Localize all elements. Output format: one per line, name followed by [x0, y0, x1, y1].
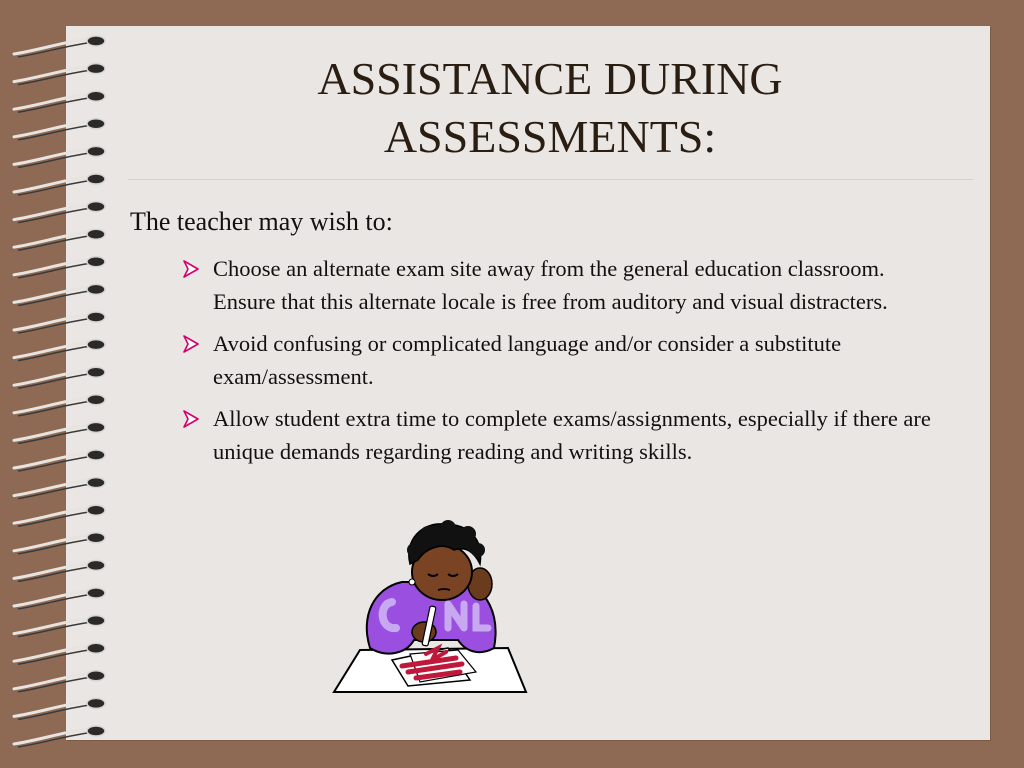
- spiral-coil: [14, 257, 105, 278]
- bullet-item: [182, 327, 942, 393]
- spiral-coil: [14, 643, 105, 664]
- spiral-binding-icon: [0, 0, 120, 768]
- bullet-text: Avoid confusing or complicated language and/or consider a substitute exam/assessment.: [213, 331, 842, 389]
- title-line-1: ASSISTANCE DURING: [317, 53, 783, 104]
- spiral-coil: [14, 505, 105, 526]
- spiral-coil: [14, 312, 105, 333]
- bullet-list: [182, 252, 942, 477]
- spiral-coil: [14, 229, 105, 250]
- spiral-coil: [14, 395, 105, 416]
- spiral-coil: [14, 588, 105, 609]
- spiral-coil: [14, 616, 105, 637]
- bullet-text: Allow student extra time to complete exams/assignments, especially if there are unique demands regarding reading and writing skills.: [213, 406, 931, 464]
- spiral-coil: [14, 340, 105, 361]
- spiral-coil: [14, 36, 105, 57]
- spiral-coil: [14, 119, 105, 140]
- spiral-coil: [14, 64, 105, 85]
- title-divider: [128, 179, 973, 180]
- spiral-coil: [14, 450, 105, 471]
- bullet-item: [182, 252, 942, 318]
- spiral-coil: [14, 726, 105, 747]
- spiral-coil: [14, 671, 105, 692]
- spiral-coil: [14, 284, 105, 305]
- spiral-coil: [14, 202, 105, 223]
- arrowhead-bullet-icon: [182, 335, 200, 353]
- spiral-coil: [14, 367, 105, 388]
- arrowhead-bullet-icon: [182, 260, 200, 278]
- student-writing-exam-icon: [330, 520, 530, 698]
- spiral-coil: [14, 533, 105, 554]
- arrowhead-bullet-icon: [182, 410, 200, 428]
- spiral-coil: [14, 698, 105, 719]
- intro-text: The teacher may wish to:: [130, 207, 393, 236]
- spiral-coil: [14, 174, 105, 195]
- slide-title: [150, 50, 950, 166]
- spiral-coil: [14, 91, 105, 112]
- title-line-2: ASSESSMENTS:: [383, 111, 717, 162]
- spiral-coil: [14, 478, 105, 499]
- bullet-item: [182, 402, 942, 468]
- spiral-coil: [14, 560, 105, 581]
- bullet-text: Choose an alternate exam site away from the general education classroom. Ensure that this alternate locale is free from auditory and visual distracters.: [213, 256, 888, 314]
- spiral-coil: [14, 146, 105, 167]
- spiral-coil: [14, 422, 105, 443]
